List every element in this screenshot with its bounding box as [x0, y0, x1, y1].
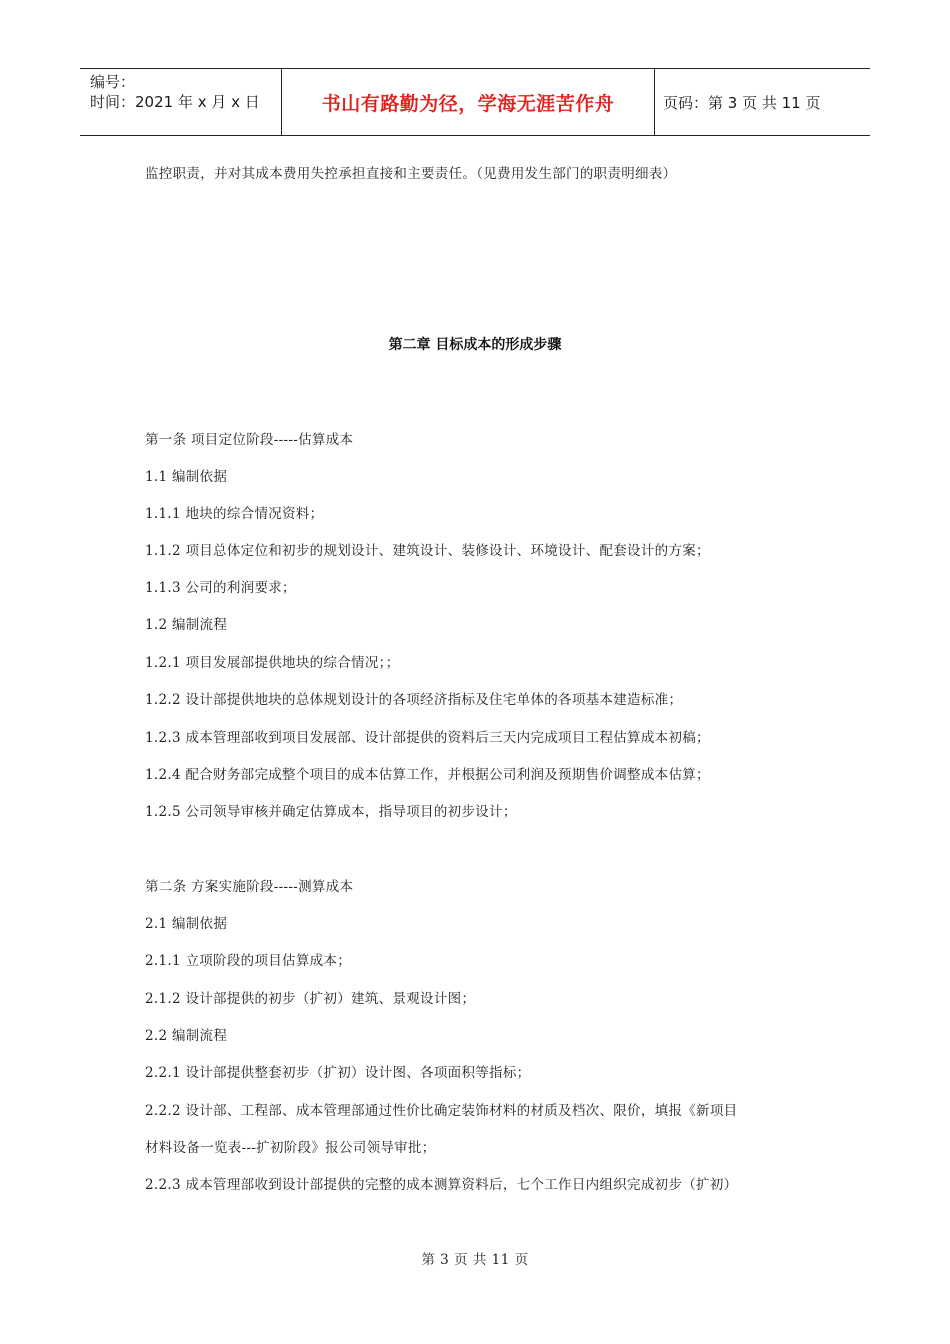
list-item: 2.1.1 立项阶段的项目估算成本；	[145, 953, 352, 969]
subsection-heading: 1.2 编制流程	[145, 617, 228, 633]
list-item: 1.1.2 项目总体定位和初步的规划设计、建筑设计、装修设计、环境设计、配套设计的方案；	[145, 543, 710, 559]
list-item: 1.1.1 地块的综合情况资料；	[145, 506, 324, 522]
document-number-label: 编号：	[90, 73, 136, 91]
list-item: 2.2.2 设计部、工程部、成本管理部通过性价比确定装饰材料的材质及档次、限价，填报《新项目	[145, 1103, 738, 1119]
page-footer: 第 3 页 共 11 页	[421, 1252, 529, 1268]
header-meta	[80, 69, 282, 135]
subsection-heading: 2.2 编制流程	[145, 1028, 228, 1044]
list-item: 1.1.3 公司的利润要求；	[145, 580, 296, 596]
list-item: 1.2.2 设计部提供地块的总体规划设计的各项经济指标及住宅单体的各项基本建造标准；	[145, 692, 683, 708]
list-item: 2.2.3 成本管理部收到设计部提供的完整的成本测算资料后，七个工作日内组织完成初步（扩初）	[145, 1177, 738, 1193]
intro-paragraph: 监控职责，并对其成本费用失控承担直接和主要责任。（见费用发生部门的职责明细表）	[145, 166, 677, 182]
list-item: 2.2.1 设计部提供整套初步（扩初）设计图、各项面积等指标；	[145, 1065, 531, 1081]
list-item: 2.1.2 设计部提供的初步（扩初）建筑、景观设计图；	[145, 991, 476, 1007]
subsection-heading: 1.1 编制依据	[145, 469, 228, 485]
section-heading: 第一条 项目定位阶段-----估算成本	[145, 432, 354, 448]
header-motto: 书山有路勤为径，学海无涯苦作舟	[282, 69, 655, 135]
list-item-continuation: 材料设备一览表---扩初阶段》报公司领导审批；	[145, 1140, 436, 1156]
document-header	[80, 68, 870, 136]
list-item: 1.2.5 公司领导审核并确定估算成本，指导项目的初步设计；	[145, 804, 517, 820]
list-item: 1.2.4 配合财务部完成整个项目的成本估算工作，并根据公司利润及预期售价调整成本估算；	[145, 767, 710, 783]
list-item: 1.2.1 项目发展部提供地块的综合情况；；	[145, 655, 400, 671]
list-item: 1.2.3 成本管理部收到项目发展部、设计部提供的资料后三天内完成项目工程估算成本初稿；	[145, 730, 710, 746]
document-date-label: 时间：2021 年 x 月 x 日	[90, 93, 260, 111]
section-heading: 第二条 方案实施阶段-----测算成本	[145, 879, 354, 895]
header-page-info: 页码：第 3 页 共 11 页	[663, 93, 821, 112]
subsection-heading: 2.1 编制依据	[145, 916, 228, 932]
chapter-title: 第二章 目标成本的形成步骤	[388, 337, 562, 353]
